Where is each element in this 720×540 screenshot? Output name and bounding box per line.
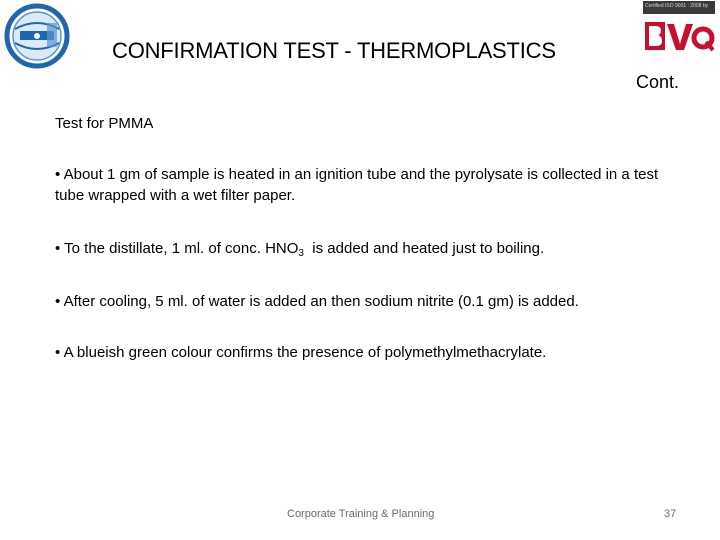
cipet-logo xyxy=(3,3,71,69)
paragraph-text: is added and heated just to boiling. xyxy=(303,240,545,257)
bullet-paragraph xyxy=(55,238,685,259)
bullet-paragraph: • After cooling, 5 ml. of water is added an then sodium nitrite (0.1 gm) is added. xyxy=(55,293,579,310)
subscript: 3 xyxy=(298,248,304,259)
bullet-paragraph: • About 1 gm of sample is heated in an ignition tube and the pyrolysate is collected in a test tube wrapped with a wet filter paper. xyxy=(55,166,659,204)
paragraph-text: • To the distillate, 1 ml. of conc. HNO xyxy=(55,240,299,257)
bvqi-logo xyxy=(641,0,717,56)
cont-label: Cont. xyxy=(636,72,680,92)
footer-text: Corporate Training & Planning xyxy=(287,508,435,520)
cert-text: Certified ISO 9001 : 2008 by xyxy=(645,3,709,9)
page-number: 37 xyxy=(664,508,677,520)
bullet-paragraph: • A blueish green colour confirms the presence of polymethylmethacrylate. xyxy=(55,344,547,361)
section-heading: Test for PMMA xyxy=(55,115,154,132)
page-title: CONFIRMATION TEST - THERMOPLASTICS xyxy=(112,38,556,63)
bvqi-mark xyxy=(643,18,715,54)
